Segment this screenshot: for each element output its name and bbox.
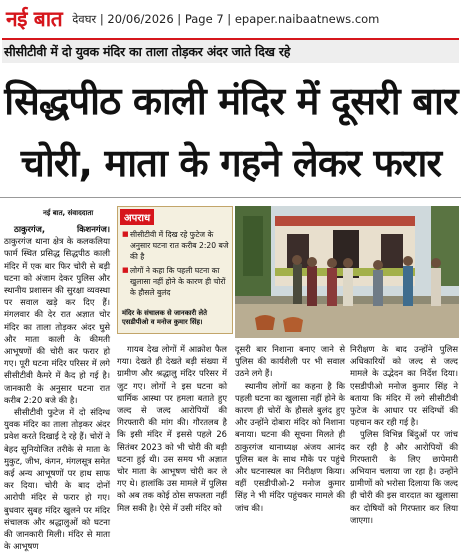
- photo-caption: मंदिर के संचालक से जानकारी लेते एसडीपीओ व मनोज कुमार सिंह।: [122, 309, 207, 326]
- bullet-icon: ■: [122, 230, 129, 238]
- byline: नई बात, संवाददाता: [43, 209, 94, 217]
- article-column-2: [117, 343, 227, 513]
- newspaper-logo[interactable]: नई बात: [6, 7, 63, 31]
- masthead-bar: [0, 0, 461, 38]
- article-paragraph: [4, 223, 110, 406]
- article-paragraph: निरीक्षण के बाद उन्होंने पुलिस अधिकारियों को जल्द से जल्द मामले के उद्भेदन का निर्देश दिया। एसडीपीओ मनोज कुमार सिंह ने बताया कि मंदिर में लगे सीसीटीवी फुटेज के आधार पर संदिग्धों की पहचान कर रही गई है।: [350, 344, 458, 428]
- box-title: अपराध: [120, 209, 154, 225]
- box-item-text: लोगों ने कहा कि पहली घटना का खुलासा नहीं होने के कारण ही चोरों के हौसले बुलंद: [130, 266, 226, 297]
- bullet-icon: ■: [122, 266, 129, 274]
- article-paragraph: दूसरी बार निशाना बनाए जाने से पुलिस की कार्यशैली पर भी सवाल उठने लगे हैं।: [235, 344, 345, 379]
- sub-headline: सीसीटीवी में दो युवक मंदिर का ताला तोड़कर अंदर जाते दिख रहे: [4, 44, 291, 59]
- box-item-text: सीसीटीवी में दिख रहे फुटेज के अनुसार घटना रात करीब 2:20 बजे की है: [130, 230, 229, 261]
- highlight-box: [117, 206, 233, 334]
- sub-headline-bar: [2, 38, 459, 63]
- news-photo[interactable]: [235, 206, 459, 338]
- article-column-4: [350, 343, 458, 525]
- article-column-3: [235, 343, 345, 513]
- article-paragraph: सीसीटीवी फुटेज में दो संदिग्ध युवक मंदिर का ताला तोड़कर अंदर प्रवेश करते दिखाई दे रहे हैं। चोरों ने बेहद सुनियोजित तरीके से माता के मुकुट, जीभ, कंगन, मंगलसूत्र समेत कई अन्य आभूषणों पर हाथ साफ कर दिया। चोरी के बाद दोनों आरोपी मंदिर से फरार हो गए। बुधवार सुबह मंदिर खुलने पर मंदिर संचालक और श्रद्धालुओं को घटना की जानकारी मिली। मंदिर से माता के आभूषण: [4, 407, 110, 552]
- dateline: ठाकुरगंज, किशनगंज।: [14, 224, 110, 234]
- edition-meta: देवघर | 20/06/2026 | Page 7 | epaper.naibaatnews.com: [72, 11, 380, 26]
- paragraph-text: ठाकुरगंज थाना क्षेत्र के कलकलिया फार्म स्थित प्रसिद्ध सिद्धपीठ काली मंदिर में एक बार फिर चोरी से बड़ी घटना को अंजाम देकर पुलिस और स्थानीय प्रशासन की सुरक्षा व्यवस्था पर सवाल खड़े कर दिए हैं। मंगलवार की देर रात अज्ञात चोर मंदिर का ताला तोड़कर अंदर घुसे और माता काली के कीमती आभूषणों की चोरी कर फरार हो गए। पूरी घटना मंदिर परिसर में लगे सीसीटीवी कैमरे में कैद हो गई है। जानकारी के अनुसार घटना रात करीब 2:20 बजे की है।: [4, 236, 110, 405]
- article-paragraph: पुलिस विभिन्न बिंदुओं पर जांच कर रही है और आरोपियों की गिरफ्तारी के लिए छापेमारी अभियान चलाया जा रहा है। उन्होंने ग्रामीणों को भरोसा दिलाया कि जल्द ही चोरी की इस वारदात का खुलासा कर दोषियों को गिरफ्तार कर लिया जाएगा।: [350, 429, 458, 525]
- headline-line-2: चोरी, माता के गहने लेकर फरार: [20, 141, 442, 185]
- article-paragraph: स्थानीय लोगों का कहना है कि पहली घटना का खुलासा नहीं होने के कारण ही चोरों के हौसले बुलंद हुए और उन्होंने दोबारा मंदिर को निशाना बनाया। घटना की सूचना मिलते ही ठाकुरगंज थानाध्यक्ष अंजय आनंद पुलिस बल के साथ मौके पर पहुंचे और घटनास्थल का निरीक्षण किया। वहीं एसडीपीओ-2 मनोज कुमार सिंह ने भी मंदिर पहुंचकर मामले की जांच की।: [235, 380, 345, 513]
- article-column-1: [4, 223, 110, 552]
- main-headline: [4, 70, 458, 194]
- box-item: [122, 229, 230, 262]
- divider-rule: [0, 197, 461, 198]
- box-item: [122, 265, 230, 298]
- temple-scene-image: [235, 206, 459, 338]
- article-paragraph: गायब देख लोगों में आक्रोश फैल गया। देखते ही देखते बड़ी संख्या में ग्रामीण और श्रद्धालु मंदिर परिसर में जुट गए। लोगों ने इस घटना को धार्मिक आस्था पर हमला बताते हुए जल्द से जल्द आरोपियों की गिरफ्तारी की मांग की। गौरतलब है कि इसी मंदिर में इससे पहले 26 सितंबर 2023 को भी चोरी की बड़ी घटना हुई थी। उस समय भी अज्ञात चोर माता के आभूषण चोरी कर ले गए थे। हालांकि उस मामले में पुलिस को अब तक कोई ठोस सफलता नहीं मिल सकी है। ऐसे में उसी मंदिर को: [117, 344, 227, 513]
- headline-line-1: सिद्धपीठ काली मंदिर में दूसरी बार: [4, 79, 458, 123]
